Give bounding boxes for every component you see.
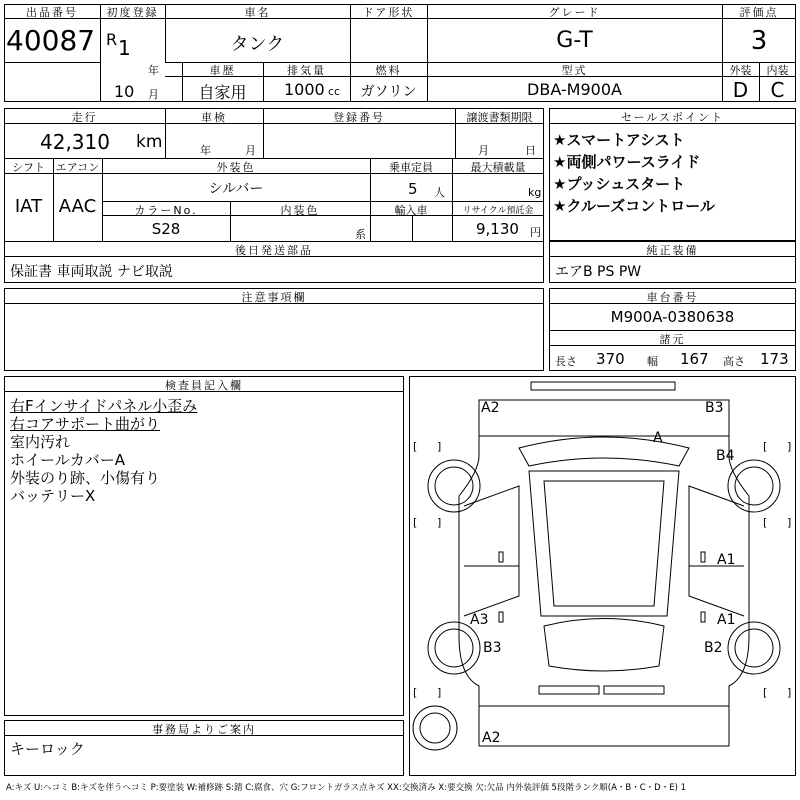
- inspector-line-3: 室内汚れ: [10, 433, 71, 451]
- model-label: 型式: [561, 64, 588, 77]
- history-label: 車歴: [209, 64, 236, 77]
- capacity-label: 乗車定員: [389, 161, 433, 174]
- svg-text:[: [: [413, 516, 418, 529]
- ext-label: 外装: [729, 64, 752, 77]
- score: 3: [750, 26, 768, 56]
- import-label: 輸入車: [394, 204, 428, 217]
- door-label: ドア形状: [362, 6, 415, 19]
- inspector-line-1: 右Fインサイドパネル小歪み: [10, 397, 198, 415]
- transfer-month-unit: 月: [478, 144, 489, 157]
- equipment-value: エアB PS PW: [555, 264, 642, 280]
- svg-text:]: ]: [787, 440, 792, 453]
- month-unit: 月: [148, 88, 159, 101]
- svg-text:[: [: [763, 516, 768, 529]
- svg-text:]: ]: [437, 686, 442, 699]
- reg-month: 10: [114, 82, 135, 101]
- transfer-label: 譲渡書類期限: [466, 111, 533, 124]
- fuel-label: 燃料: [375, 64, 402, 77]
- inspection-label: 車検: [201, 111, 227, 124]
- sales-point-1: ★スマートアシスト: [553, 131, 685, 149]
- sales-points-label: セールスポイント: [620, 111, 724, 124]
- exterior-color: シルバー: [208, 181, 264, 197]
- svg-text:]: ]: [437, 516, 442, 529]
- inspector-line-6: バッテリーX: [10, 487, 96, 505]
- ac-label: エアコン: [55, 161, 100, 174]
- equipment-label: 純正装備: [646, 244, 699, 257]
- svg-text:]: ]: [787, 516, 792, 529]
- car-name: タンク: [230, 34, 285, 55]
- width-value: 167: [680, 350, 709, 368]
- insp-month-unit: 月: [245, 144, 256, 157]
- mileage-label: 走行: [71, 111, 98, 124]
- interior-color-label: 内装色: [280, 204, 320, 217]
- int-grade: C: [770, 78, 785, 102]
- mark-left-rear-wheel: B3: [483, 640, 502, 656]
- ac: AAC: [58, 196, 97, 217]
- first-reg-label: 初度登録: [106, 6, 159, 19]
- length-label: 長さ: [555, 355, 577, 368]
- color-no-label: カラーNo.: [134, 204, 198, 217]
- grade-label: グレード: [548, 6, 601, 19]
- shift-label: シフト: [12, 161, 45, 174]
- reg-no-label: 登録番号: [333, 111, 385, 124]
- recycle-label: リサイクル預託金: [462, 206, 534, 216]
- legend: A:キズ U:ヘコミ B:キズを伴うヘコミ P:要塗装 W:補修跡 S:錆 C:腐食、穴 G:フロントガラス点キズ XX:交換済み X:要交換 欠:欠品 内外装評価 5段階ランク順(A・B・C・D・E) 1: [6, 783, 687, 793]
- svg-text:[: [: [763, 440, 768, 453]
- mark-windshield: A: [653, 430, 663, 446]
- chassis-label: 車台番号: [646, 291, 699, 304]
- max-load-unit: kg: [528, 186, 542, 199]
- int-label: 内装: [766, 64, 789, 77]
- era: R: [106, 30, 118, 49]
- max-load-label: 最大積載量: [470, 161, 526, 174]
- car-name-label: 車名: [244, 6, 271, 19]
- mark-right-door-rear: A1: [717, 612, 736, 628]
- year-unit: 年: [148, 64, 159, 77]
- length-value: 370: [596, 350, 625, 368]
- grade: G-T: [556, 28, 593, 53]
- sales-point-2: ★両側パワースライド: [553, 153, 701, 171]
- inspector-line-2: 右コアサポート曲がり: [10, 415, 161, 433]
- office-label: 事務局よりご案内: [152, 723, 256, 736]
- height-label: 高さ: [723, 355, 745, 368]
- displacement-label: 排気量: [287, 64, 326, 77]
- lot-no-label: 出品番号: [26, 6, 78, 19]
- mileage: 42,310: [40, 130, 110, 154]
- sales-point-3: ★プッシュスタート: [553, 175, 686, 193]
- capacity-unit: 人: [434, 186, 445, 199]
- mark-right-door-front: A1: [717, 552, 736, 568]
- car-diagram: [409, 376, 796, 776]
- inspector-label: 検査員記入欄: [165, 379, 243, 392]
- ext-grade: D: [732, 78, 749, 102]
- sales-point-4: ★クルーズコントロール: [553, 197, 715, 215]
- insp-year-unit: 年: [200, 144, 211, 157]
- svg-text:[: [: [763, 686, 768, 699]
- model: DBA-M900A: [527, 80, 622, 99]
- mark-front-right: B3: [705, 400, 724, 416]
- fuel: ガソリン: [360, 84, 417, 100]
- transfer-day-unit: 日: [525, 144, 536, 157]
- svg-text:]: ]: [437, 440, 442, 453]
- interior-color-unit: 系: [355, 228, 366, 241]
- era-year: 1: [118, 36, 131, 60]
- notes-label: 注意事項欄: [241, 291, 307, 304]
- height-value: 173: [760, 350, 789, 368]
- score-label: 評価点: [739, 6, 779, 19]
- svg-text:[: [: [413, 686, 418, 699]
- history: 自家用: [198, 83, 247, 102]
- svg-text:]: ]: [787, 686, 792, 699]
- office-value: キーロック: [10, 740, 85, 758]
- shift: IAT: [14, 196, 43, 217]
- inspector-line-4: ホイールカバーA: [10, 451, 125, 469]
- lot-no: 40087: [6, 24, 96, 57]
- width-label: 幅: [647, 355, 658, 368]
- recycle: 9,130: [476, 220, 519, 238]
- color-no: S28: [151, 220, 181, 238]
- inspector-line-5: 外装のり跡、小傷有り: [10, 469, 161, 487]
- mark-right-rear-wheel: B2: [704, 640, 723, 656]
- mark-left-rear: A3: [470, 612, 489, 628]
- recycle-unit: 円: [530, 226, 541, 239]
- chassis-value: M900A-0380638: [610, 308, 735, 326]
- mark-right-front-wheel: B4: [716, 448, 735, 464]
- mark-front-left: A2: [481, 400, 500, 416]
- exterior-color-label: 外装色: [216, 161, 256, 174]
- later-parts-label: 後日発送部品: [235, 244, 313, 257]
- displacement: 1000: [284, 80, 325, 99]
- capacity: 5: [408, 180, 418, 198]
- svg-text:[: [: [413, 440, 418, 453]
- mark-rear-bumper: A2: [482, 730, 501, 746]
- mileage-unit: km: [136, 132, 163, 152]
- later-parts: 保証書 車両取説 ナビ取説: [10, 264, 173, 280]
- dims-label: 諸元: [659, 333, 686, 346]
- displacement-unit: cc: [328, 85, 341, 98]
